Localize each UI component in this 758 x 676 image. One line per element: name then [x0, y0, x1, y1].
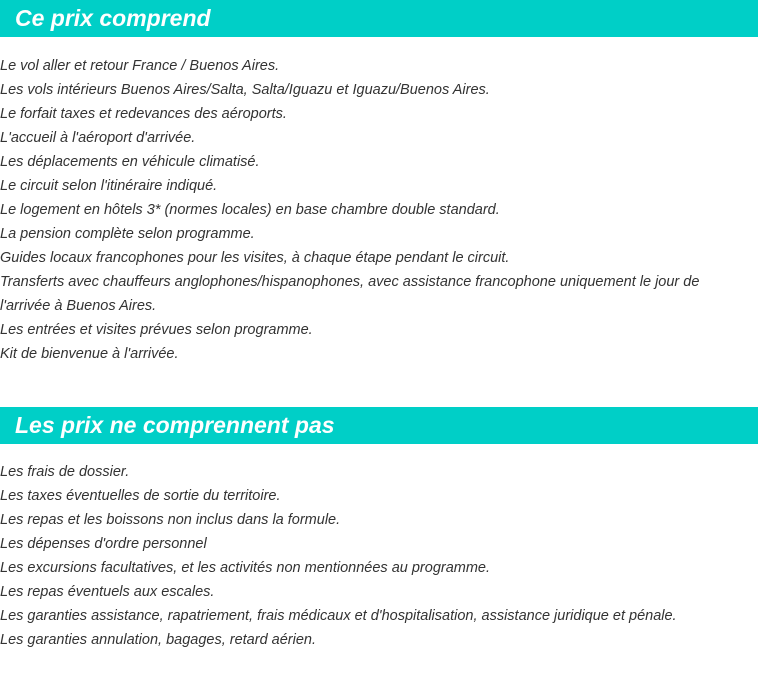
list-item: L'accueil à l'aéroport d'arrivée. — [0, 130, 196, 146]
list-item: Les entrées et visites prévues selon programme. — [0, 322, 313, 338]
list-item: Transferts avec chauffeurs anglophones/hispanophones, avec assistance francophone uniquement le jour de l'arrivée à Buenos Aires. — [0, 274, 700, 314]
excludes-title: Les prix ne comprennent pas — [15, 412, 335, 438]
list-item: Les repas éventuels aux escales. — [0, 584, 215, 600]
list-item: Guides locaux francophones pour les visites, à chaque étape pendant le circuit. — [0, 250, 510, 266]
includes-header — [0, 0, 758, 37]
list-item: Les déplacements en véhicule climatisé. — [0, 154, 260, 170]
list-item: La pension complète selon programme. — [0, 226, 255, 242]
list-item: Le forfait taxes et redevances des aéroports. — [0, 106, 287, 122]
list-item: Le logement en hôtels 3* (normes locales) en base chambre double standard. — [0, 202, 500, 218]
list-item: Les frais de dossier. — [0, 464, 130, 480]
excludes-header — [0, 407, 758, 444]
list-item: Le vol aller et retour France / Buenos Aires. — [0, 58, 280, 74]
list-item: Les repas et les boissons non inclus dans la formule. — [0, 512, 341, 528]
includes-title: Ce prix comprend — [15, 5, 211, 31]
excludes-list — [0, 460, 758, 652]
includes-list — [0, 54, 758, 366]
list-item: Les dépenses d'ordre personnel — [0, 536, 207, 552]
list-item: Kit de bienvenue à l'arrivée. — [0, 346, 179, 362]
list-item: Le circuit selon l'itinéraire indiqué. — [0, 178, 218, 194]
list-item: Les vols intérieurs Buenos Aires/Salta, Salta/Iguazu et Iguazu/Buenos Aires. — [0, 82, 490, 98]
excludes-section — [0, 407, 758, 652]
list-item: Les excursions facultatives, et les activités non mentionnées au programme. — [0, 560, 491, 576]
list-item: Les taxes éventuelles de sortie du territoire. — [0, 488, 281, 504]
list-item: Les garanties annulation, bagages, retard aérien. — [0, 632, 316, 648]
list-item: Les garanties assistance, rapatriement, frais médicaux et d'hospitalisation, assistance juridique et pénale. — [0, 608, 677, 624]
